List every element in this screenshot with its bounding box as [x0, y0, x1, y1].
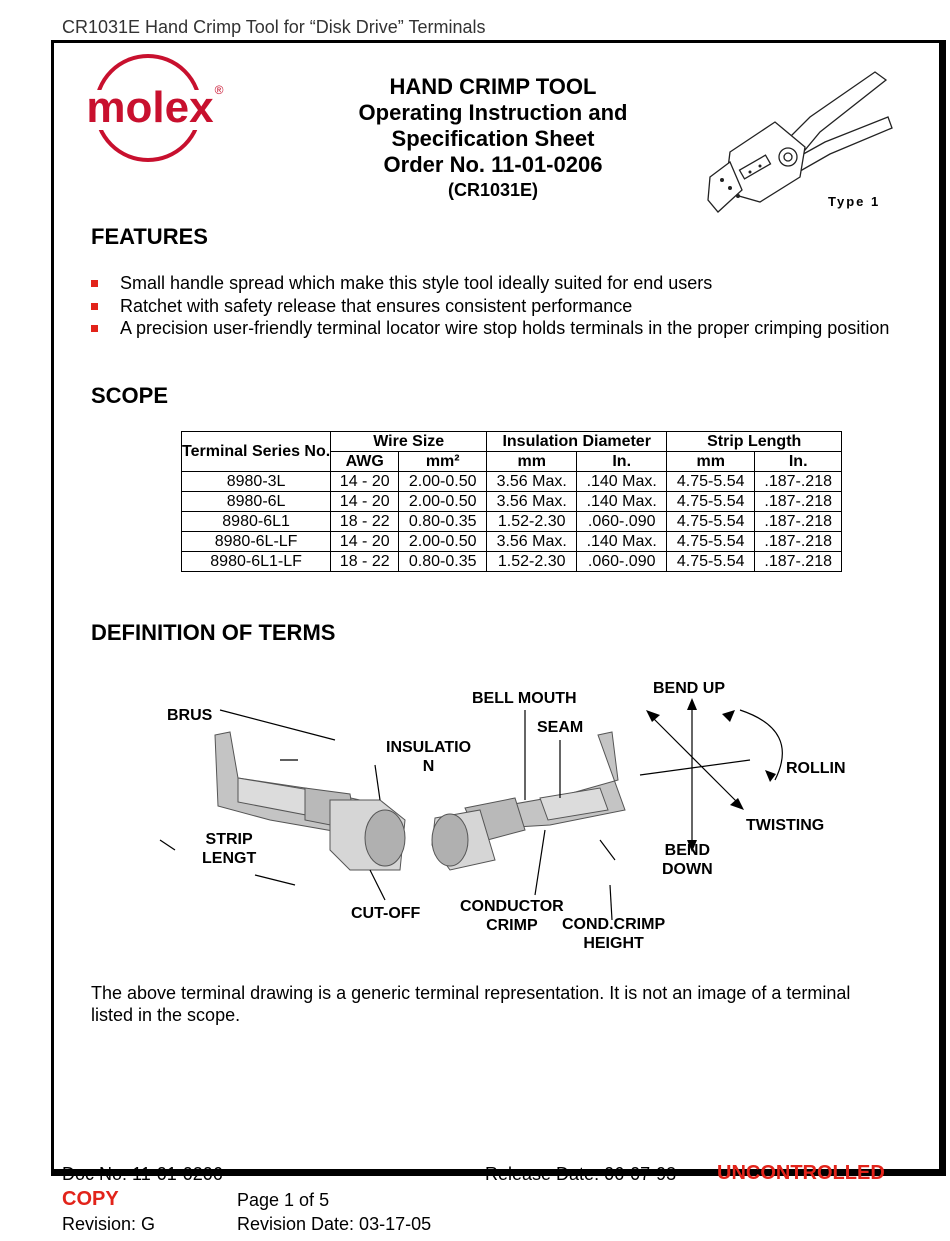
title-line-2: Operating Instruction and: [358, 100, 628, 125]
footer-copy: COPY: [62, 1188, 119, 1210]
label-bend-up: BEND UP: [653, 680, 726, 697]
tool-code: (CR1031E): [447, 180, 539, 200]
features-heading: FEATURES: [91, 224, 208, 249]
subheader-ins-in: In.: [577, 452, 667, 472]
subheader-strip-in: In.: [755, 452, 842, 472]
definitions-heading: DEFINITION OF TERMS: [91, 620, 336, 645]
header-insulation: Insulation Diameter: [487, 432, 667, 452]
feature-item: A precision user-friendly terminal locator wire stop holds terminals in the proper crimping position: [91, 317, 891, 340]
title-line-3: Specification Sheet: [391, 126, 595, 151]
header-wire-size: Wire Size: [331, 432, 487, 452]
title-line-1: HAND CRIMP TOOL: [389, 74, 597, 99]
header-series: Terminal Series No.: [182, 432, 331, 472]
label-seam: SEAM: [537, 719, 584, 736]
tool-type-label: Type 1: [828, 194, 881, 209]
label-brush: BRUS: [167, 707, 213, 724]
table-row: 8980-3L 14 - 20 2.00-0.50 3.56 Max. .140 Max. 4.75-5.54 .187-.218: [182, 472, 842, 492]
footer-revision-date: Revision Date: 03-17-05: [237, 1214, 432, 1234]
bullet-icon: [91, 303, 98, 310]
table-row: 8980-6L1 18 - 22 0.80-0.35 1.52-2.30 .060-.090 4.75-5.54 .187-.218: [182, 512, 842, 532]
footer-uncontrolled: UNCONTROLLED: [717, 1162, 885, 1184]
label-bend-down: BEND DOWN: [662, 842, 713, 878]
label-strip-length: STRIP LENGT: [202, 831, 257, 867]
label-rolling: ROLLIN: [786, 760, 846, 777]
table-row: 8980-6L-LF 14 - 20 2.00-0.50 3.56 Max. .140 Max. 4.75-5.54 .187-.218: [182, 532, 842, 552]
bullet-icon: [91, 280, 98, 287]
footer-release-date: Release Date: 06-07-93: [485, 1164, 677, 1184]
title-block: [330, 74, 656, 202]
scope-table: [181, 431, 842, 572]
footer-page: Page 1 of 5: [237, 1190, 330, 1210]
label-insulation: INSULATIO N: [386, 739, 472, 775]
footer-revision: Revision: G: [62, 1214, 156, 1234]
logo-registered-mark: ®: [214, 83, 224, 97]
document-header: CR1031E Hand Crimp Tool for “Disk Drive” Terminals: [62, 17, 486, 37]
subheader-awg: AWG: [331, 452, 399, 472]
subheader-mm2: mm²: [399, 452, 487, 472]
label-twisting: TWISTING: [746, 817, 825, 834]
feature-item: Ratchet with safety release that ensures consistent performance: [91, 295, 891, 318]
scope-heading: SCOPE: [91, 383, 169, 408]
feature-item: Small handle spread which make this style tool ideally suited for end users: [91, 272, 891, 295]
header-strip-length: Strip Length: [667, 432, 842, 452]
terminal-diagram: [120, 670, 860, 960]
molex-logo: [76, 52, 228, 164]
subheader-strip-mm: mm: [667, 452, 755, 472]
label-conductor-crimp: CONDUCTOR CRIMP: [460, 898, 564, 934]
label-bell-mouth: BELL MOUTH: [472, 690, 577, 707]
table-row: 8980-6L1-LF 18 - 22 0.80-0.35 1.52-2.30 .060-.090 4.75-5.54 .187-.218: [182, 552, 842, 572]
order-number: Order No. 11-01-0206: [383, 152, 603, 177]
label-cutoff: CUT-OFF: [351, 905, 421, 922]
label-cond-crimp-height: COND.CRIMP HEIGHT: [562, 916, 666, 952]
footer-doc-no: Doc No: 11-01-0206: [62, 1164, 223, 1184]
table-row: 8980-6L 14 - 20 2.00-0.50 3.56 Max. .140 Max. 4.75-5.54 .187-.218: [182, 492, 842, 512]
logo-wordmark: molex: [86, 83, 214, 132]
bullet-icon: [91, 325, 98, 332]
subheader-ins-mm: mm: [487, 452, 577, 472]
drawing-note: The above terminal drawing is a generic terminal representation. It is not an image of a terminal listed in the scope.: [91, 983, 851, 1025]
features-list: [91, 272, 891, 340]
